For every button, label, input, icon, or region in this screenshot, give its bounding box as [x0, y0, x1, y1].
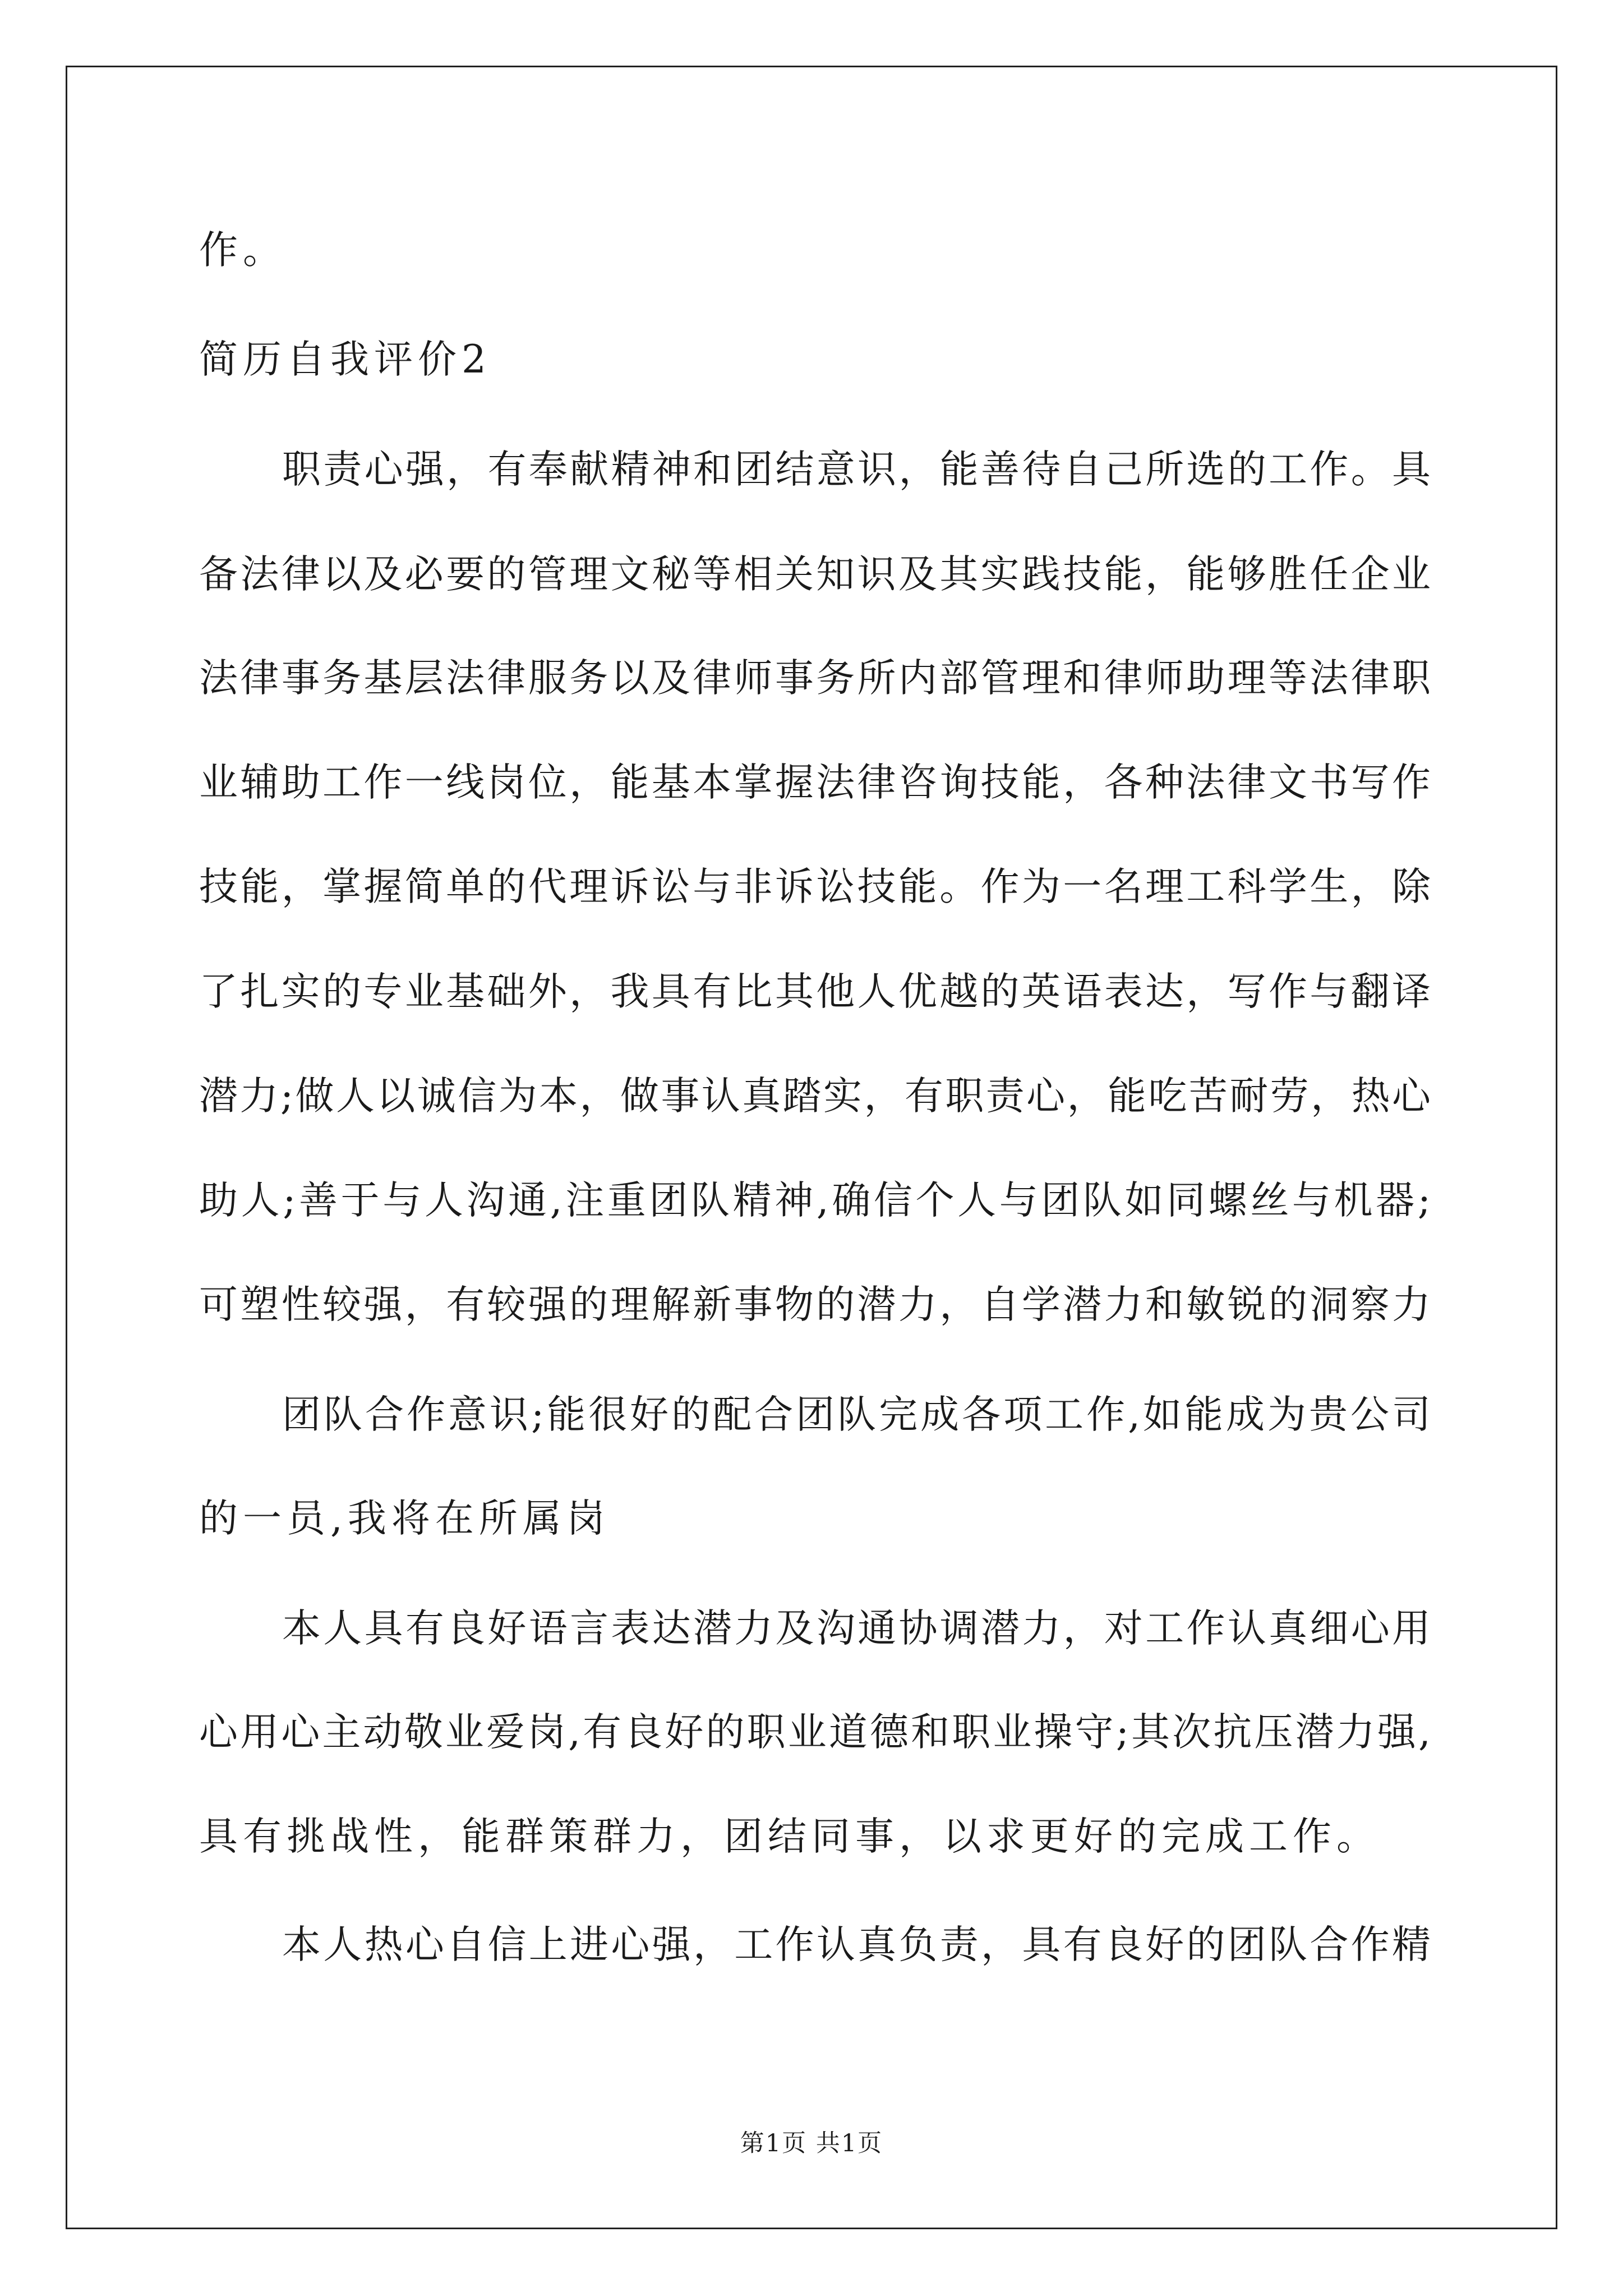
text-line: 法律事务基层法律服务以及律师事务所内部管理和律师助理等法律职 [199, 656, 1431, 701]
page-border [66, 66, 1557, 2229]
text-line: 团队合作意识;能很好的配合团队完成各项工作,如能成为贵公司 [282, 1392, 1431, 1437]
text-line: 潜力;做人以诚信为本，做事认真踏实，有职责心，能吃苦耐劳，热心 [199, 1074, 1431, 1119]
text-line: 了扎实的专业基础外，我具有比其他人优越的英语表达，写作与翻译 [199, 969, 1431, 1014]
text-line: 作。 [199, 228, 287, 273]
text-line: 可塑性较强，有较强的理解新事物的潜力，自学潜力和敏锐的洞察力 [199, 1282, 1431, 1327]
text-line: 技能，掌握简单的代理诉讼与非诉讼技能。作为一名理工科学生，除 [199, 864, 1431, 909]
text-line: 业辅助工作一线岗位，能基本掌握法律咨询技能，各种法律文书写作 [199, 760, 1431, 805]
text-line: 备法律以及必要的管理文秘等相关知识及其实践技能，能够胜任企业 [199, 552, 1431, 597]
text-line: 心用心主动敬业爱岗,有良好的职业道德和职业操守;其次抗压潜力强, [199, 1710, 1431, 1755]
text-line: 的一员,我将在所属岗 [199, 1496, 610, 1541]
text-line: 具有挑战性，能群策群力，团结同事，以求更好的完成工作。 [199, 1814, 1380, 1859]
section-heading: 简历自我评价2 [199, 337, 491, 382]
text-line: 职责心强，有奉献精神和团结意识，能善待自己所选的工作。具 [282, 447, 1431, 492]
text-line: 助人;善于与人沟通,注重团队精神,确信个人与团队如同螺丝与机器; [199, 1178, 1431, 1223]
text-line: 本人热心自信上进心强，工作认真负责，具有良好的团队合作精 [282, 1922, 1431, 1967]
page-number-footer: 第1页 共1页 [740, 2129, 883, 2157]
text-line: 本人具有良好语言表达潜力及沟通协调潜力，对工作认真细心用 [282, 1606, 1431, 1651]
